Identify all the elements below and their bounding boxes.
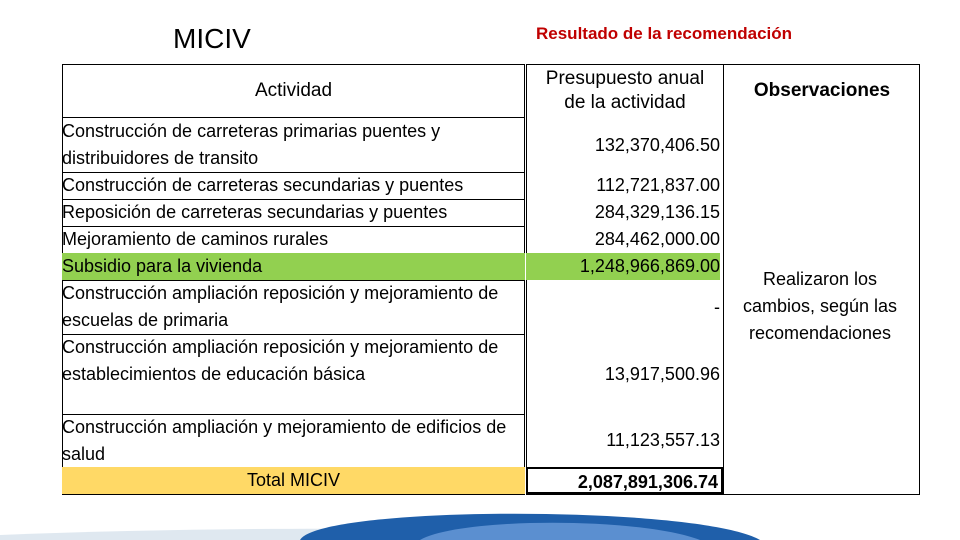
- budget-value-1: 132,370,406.50: [594, 135, 720, 155]
- activity-row-3: Reposición de carreteras secundarias y puentes: [62, 202, 448, 222]
- activity-row-4: Mejoramiento de caminos rurales: [62, 229, 329, 249]
- budget-value-6: -: [714, 297, 720, 317]
- budget-value-7: 13,917,500.96: [604, 364, 720, 384]
- activity-row-2: Construcción de carreteras secundarias y puentes: [62, 175, 464, 195]
- budget-value-8: 11,123,557.13: [606, 430, 720, 450]
- activity-header: Actividad: [254, 80, 333, 101]
- activity-row-8: Construcción ampliación y mejoramiento de edificios de salud: [62, 417, 507, 464]
- activity-row-6: Construcción ampliación reposición y mejoramiento de escuelas de primaria: [62, 283, 499, 330]
- budget-value-3: 284,329,136.15: [594, 202, 720, 222]
- total-value: 2,087,891,306.74: [526, 467, 723, 494]
- observations-text: Realizaron los cambios, según las recomendaciones: [742, 269, 898, 343]
- budget-value-4: 284,462,000.00: [594, 229, 720, 249]
- activity-row-1: Construcción de carreteras primarias puentes y distribuidores de transito: [62, 121, 441, 168]
- observations-header: Observaciones: [753, 80, 891, 101]
- activity-row-5: Subsidio para la vivienda: [62, 253, 525, 280]
- result-title: Resultado de la recomendación: [536, 24, 793, 43]
- budget-header-line2: de la actividad: [564, 92, 686, 113]
- bottom-decoration: [0, 505, 960, 540]
- budget-header-line1: Presupuesto anual: [545, 68, 705, 89]
- total-label: Total MICIV: [62, 467, 525, 494]
- budget-header: [526, 64, 724, 118]
- budget-value-5: 1,248,966,869.00: [526, 253, 720, 280]
- activity-row-7: Construcción ampliación reposición y mejoramiento de establecimientos de educación básica: [62, 337, 499, 384]
- page-title: MICIV: [173, 23, 251, 54]
- budget-value-2: 112,721,837.00: [596, 175, 720, 195]
